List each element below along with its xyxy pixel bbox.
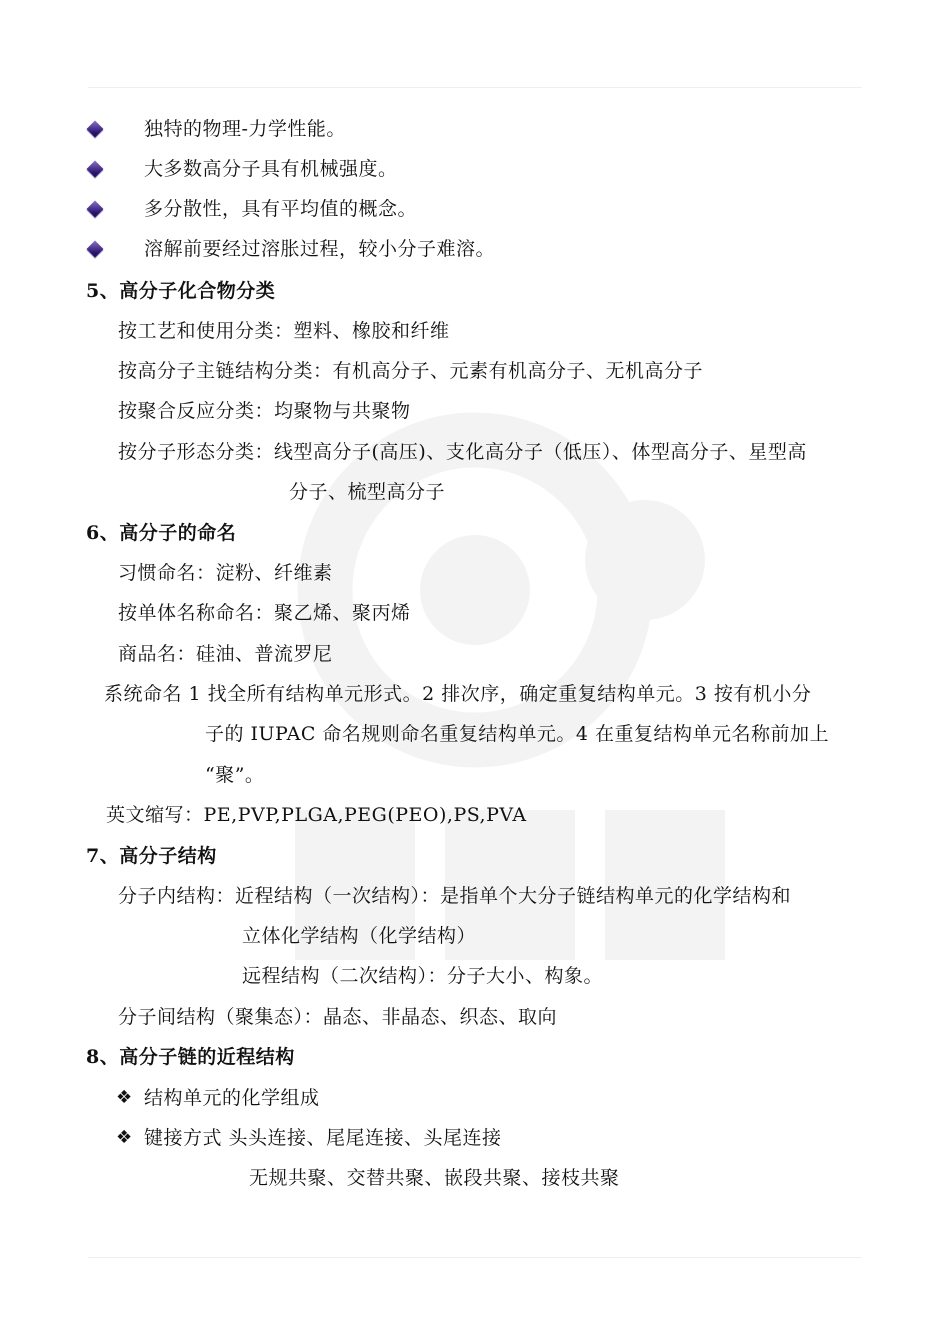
footer-rule: [88, 1257, 862, 1258]
list-item: 键接方式 头头连接、尾尾连接、头尾连接: [144, 1127, 502, 1149]
text-line: 按单体名称命名：聚乙烯、聚丙烯: [118, 602, 411, 624]
section-heading: 6、高分子的命名: [86, 522, 237, 544]
text-line: 分子间结构（聚集态）：晶态、非晶态、织态、取向: [118, 1006, 558, 1028]
diamond-bullet-icon: [87, 121, 104, 138]
text-line: 商品名：硅油、普流罗尼: [118, 643, 333, 665]
text-line: 无规共聚、交替共聚、嵌段共聚、接枝共聚: [249, 1167, 620, 1189]
diamond-bullet-icon: [87, 201, 104, 218]
bullet-text: 多分散性，具有平均值的概念。: [144, 198, 418, 220]
text-line: 分子、梳型高分子: [289, 481, 446, 503]
text-line: 分子内结构：近程结构（一次结构）：是指单个大分子链结构单元的化学结构和: [118, 885, 792, 907]
bullet-text: 溶解前要经过溶胀过程，较小分子难溶。: [144, 238, 496, 260]
list-item: 结构单元的化学组成: [144, 1087, 320, 1109]
section-heading: 7、高分子结构: [86, 845, 217, 867]
section-heading: 8、高分子链的近程结构: [86, 1046, 295, 1068]
diamond-bullet-icon: [87, 161, 104, 178]
text-line: 系统命名 1 找全所有结构单元形式。2 排次序，确定重复结构单元。3 按有机小分: [104, 683, 812, 705]
text-line: 按聚合反应分类：均聚物与共聚物: [118, 400, 411, 422]
four-star-bullet-icon: ❖: [116, 1087, 133, 1108]
four-star-bullet-icon: ❖: [116, 1127, 133, 1148]
text-line: “聚”。: [205, 764, 265, 786]
text-line: 远程结构（二次结构）：分子大小、构象。: [242, 965, 604, 987]
text-line: 立体化学结构（化学结构）: [242, 925, 477, 947]
bullet-text: 独特的物理-力学性能。: [144, 118, 346, 140]
text-line: 习惯命名：淀粉、纤维素: [118, 562, 333, 584]
text-line: 按工艺和使用分类：塑料、橡胶和纤维: [118, 320, 450, 342]
header-rule: [88, 87, 862, 88]
diamond-bullet-icon: [87, 241, 104, 258]
text-line: 子的 IUPAC 命名规则命名重复结构单元。4 在重复结构单元名称前加上: [205, 723, 830, 745]
section-heading: 5、高分子化合物分类: [86, 280, 276, 302]
text-line: 英文缩写：PE,PVP,PLGA,PEG(PEO),PS,PVA: [106, 804, 527, 826]
text-line: 按高分子主链结构分类：有机高分子、元素有机高分子、无机高分子: [118, 360, 704, 382]
text-line: 按分子形态分类：线型高分子(高压)、支化高分子（低压）、体型高分子、星型高: [118, 441, 807, 463]
bullet-text: 大多数高分子具有机械强度。: [144, 158, 398, 180]
